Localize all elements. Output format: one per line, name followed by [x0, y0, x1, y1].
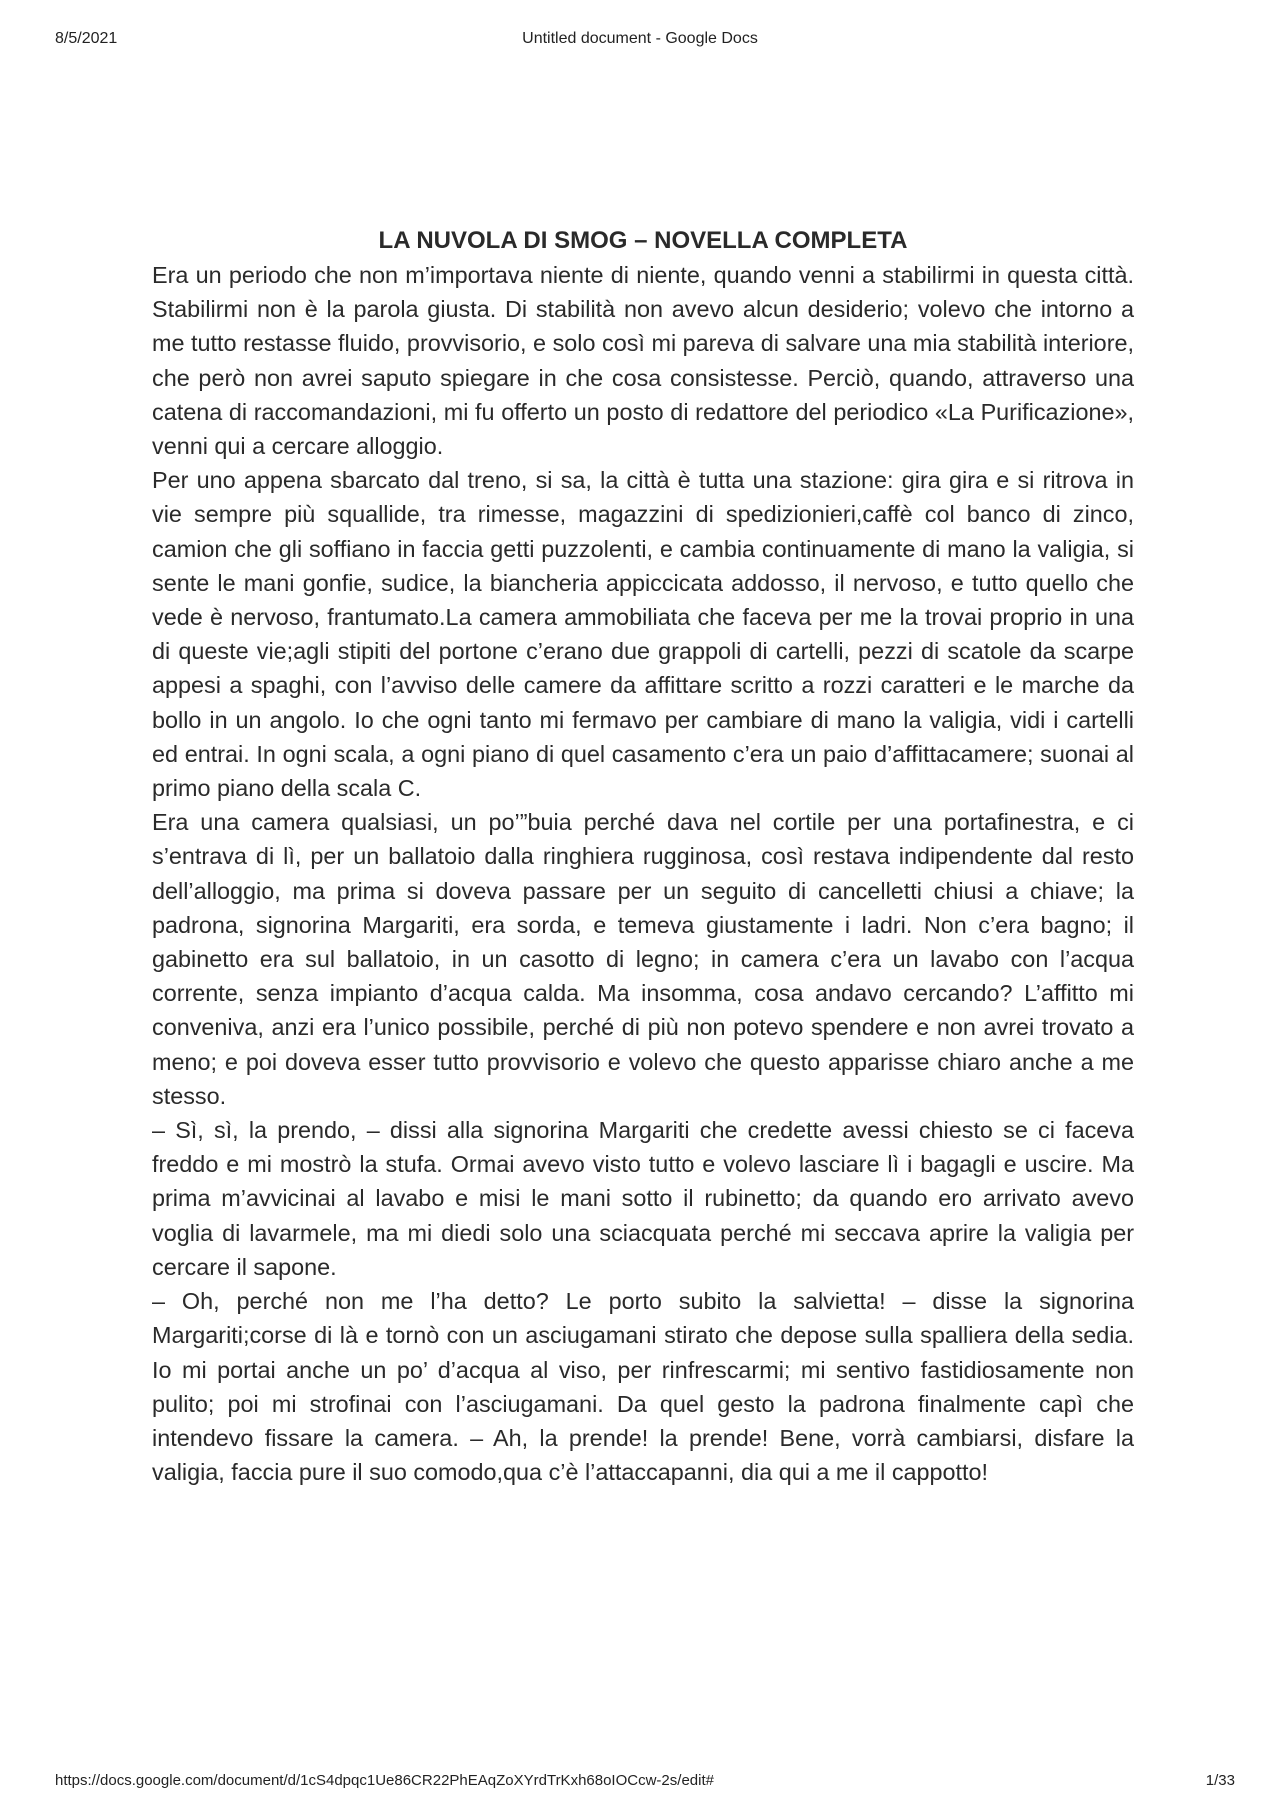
- print-date: 8/5/2021: [55, 30, 118, 47]
- document-window-title: Untitled document - Google Docs: [522, 30, 758, 47]
- paragraph: – Sì, sì, la prendo, – dissi alla signorina Margariti che credette avessi chiesto se ci faceva freddo e mi mostrò la stufa. Ormai avevo visto tutto e volevo lasciare lì i bagagli e uscire. Ma prima m’avvicinai al lavabo e misi le mani sotto il rubinetto; da quando ero arrivato avevo voglia di lavarmele, ma mi diedi solo una sciacquata perché mi seccava aprire la valigia per cercare il sapone.: [152, 1117, 1134, 1280]
- paragraph: – Oh, perché non me l’ha detto? Le porto subito la salvietta! – disse la signorina Margariti;corse di là e tornò con un asciugamani stirato che depose sulla spalliera della sedia. Io mi portai anche un po’ d’acqua al viso, per rinfrescarmi; mi sentivo fastidiosamente non pulito; poi mi strofinai con l’asciugamani. Da quel gesto la padrona finalmente capì che intendevo fissare la camera. – Ah, la prende! la prende! Bene, vorrà cambiarsi, disfare la valigia, faccia pure il suo comodo,qua c’è l’attaccapanni, dia qui a me il cappotto!: [152, 1288, 1134, 1486]
- print-footer: [0, 1772, 1280, 1794]
- page-number: 1/33: [1205, 1772, 1235, 1789]
- document-body: [152, 224, 1134, 1489]
- paragraph: Era una camera qualsiasi, un po’”buia perché dava nel cortile per una portafinestra, e ci s’entrava di lì, per un ballatoio dalla ringhiera rugginosa, così restava indipendente dal resto dell’alloggio, ma prima si doveva passare per un seguito di cancelletti chiusi a chiave; la padrona, signorina Margariti, era sorda, e temeva giustamente i ladri. Non c’era bagno; il gabinetto era sul ballatoio, in un casotto di legno; in camera c’era un lavabo con l’acqua corrente, senza impianto d’acqua calda. Ma insomma, cosa andavo cercando? L’affitto mi conveniva, anzi era l’unico possibile, perché di più non potevo spendere e non avrei trovato a meno; e poi doveva esser tutto provvisorio e volevo che questo apparisse chiaro anche a me stesso.: [152, 809, 1134, 1109]
- paragraph: Era un periodo che non m’importava niente di niente, quando venni a stabilirmi in questa città. Stabilirmi non è la parola giusta. Di stabilità non avevo alcun desiderio; volevo che intorno a me tutto restasse fluido, provvisorio, e solo così mi pareva di salvare una mia stabilità interiore, che però non avrei saputo spiegare in che cosa consistesse. Perciò, quando, attraverso una catena di raccomandazioni, mi fu offerto un posto di redattore del periodico «La Purificazione», venni qui a cercare alloggio.: [152, 262, 1134, 460]
- document-heading: LA NUVOLA DI SMOG – NOVELLA COMPLETA: [378, 227, 908, 254]
- document-url: https://docs.google.com/document/d/1cS4dpqc1Ue86CR22PhEAqZoXYrdTrKxh68oIOCcw-2s/edit#: [55, 1772, 714, 1789]
- print-header: [0, 30, 1280, 54]
- paragraph: Per uno appena sbarcato dal treno, si sa, la città è tutta una stazione: gira gira e si ritrova in vie sempre più squallide, tra rimesse, magazzini di spedizionieri,caffè col banco di zinco, camion che gli soffiano in faccia getti puzzolenti, e cambia continuamente di mano la valigia, si sente le mani gonfie, sudice, la biancheria appiccicata addosso, il nervoso, e tutto quello che vede è nervoso, frantumato.La camera ammobiliata che faceva per me la trovai proprio in una di queste vie;agli stipiti del portone c’erano due grappoli di cartelli, pezzi di scatole da scarpe appesi a spaghi, con l’avviso delle camere da affittare scritto a rozzi caratteri e le marche da bollo in un angolo. Io che ogni tanto mi fermavo per cambiare di mano la valigia, vidi i cartelli ed entrai. In ogni scala, a ogni piano di quel casamento c’era un paio d’affittacamere; suonai al primo piano della scala C.: [152, 467, 1134, 802]
